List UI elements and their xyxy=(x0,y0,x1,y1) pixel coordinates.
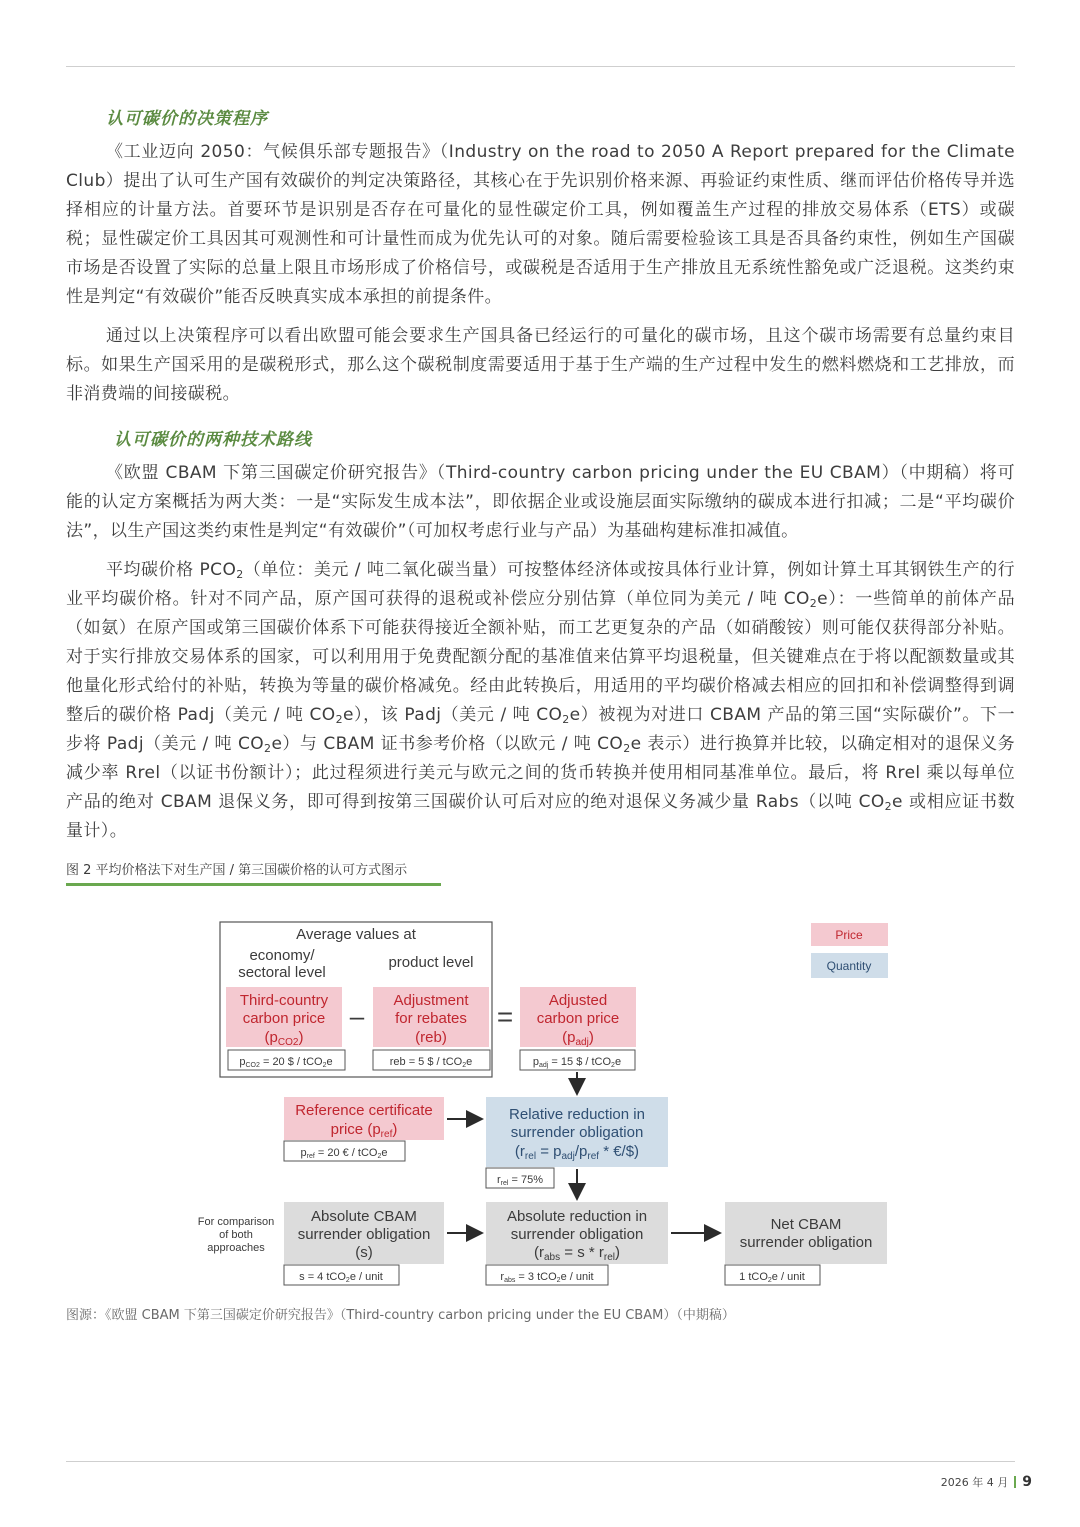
adjusted-price-line2: carbon price xyxy=(536,1010,620,1027)
reference-price-value: pref = 20 € / tCO2e xyxy=(300,1147,388,1160)
product-level-label: product level xyxy=(388,954,474,971)
third-country-price-line1: Third-country xyxy=(239,992,329,1009)
bottom-divider xyxy=(66,1461,1015,1462)
page-number: 9 xyxy=(1022,1474,1032,1490)
page-footer xyxy=(941,1474,1032,1490)
figure-caption: 图 2 平均价格法下对生产国 / 第三国碳价格的认可方式图示 xyxy=(66,859,441,886)
reference-price-line2: price $(p_{ref})$ xyxy=(330,1121,398,1140)
rebate-adjustment-line1: Adjustment xyxy=(393,992,469,1009)
third-country-price-value: pCO2 = 20 $ / tCO2e xyxy=(239,1056,333,1069)
absolute-cbam-value: s = 4 tCO2e / unit xyxy=(299,1271,383,1284)
absolute-reduction-line2: surrender obligation xyxy=(510,1226,644,1243)
footer-separator xyxy=(1014,1476,1016,1488)
figure-source: 图源：《欧盟 CBAM 下第三国碳定价研究报告》（Third-country carbon pricing under the EU CBAM）（中期稿） xyxy=(66,1308,735,1323)
paragraph-average-carbon-price: 平均碳价格 $PCO_2$（单位：美元 / 吨二氧化碳当量）可按整体经济体或按具体行业计算，例如计算土耳其钢铁生产的行业平均碳价格。针对不同产品，原产国可获得的退税或补偿应分别估算（单位同为美元 / 吨 $CO_2e$）：一些简单的前体产品（如氨）在原产国或第三国碳价体系下可能获得接近全额补贴，而工艺更复杂的产品（如硝酸铵）则可能仅获得部分补贴。对于实行排放交易体系的国家，可以利用用于免费配额分配的基准值来估算平均退税量，但关键难点在于将以配额数量或其他量化形式给付的补贴，转换为等量的碳价格减免。经由此转换后，用适用的平均碳价格减去相应的回扣和补偿调整得到调整后的碳价格 Padj（美元 / 吨 $CO_2e$），该 Padj（美元 / 吨 $CO_2e$）被视为对进口 CBAM 产品的第三国“实际碳价”。下一步将 Padj（美元 / 吨 $CO_2e$）与 CBAM 证书参考价格（以欧元 / 吨 $CO_2e$ 表示）进行换算并比较，以确定相对的退保义务减少率 Rrel（以证书份额计）；此过程须进行美元与欧元之间的货币转换并使用相同基准单位。最后，将 Rrel 乘以每单位产品的绝对 CBAM 退保义务，即可得到按第三国碳价认可后对应的绝对退保义务减少量 Rabs（以吨 $CO_2e$ 或相应证书数量计）。 xyxy=(66,560,1016,841)
rebate-value: reb = 5 $ / tCO2e xyxy=(389,1056,473,1069)
net-cbam-obligation-box xyxy=(725,1202,887,1264)
relative-reduction-line2: surrender obligation xyxy=(510,1124,644,1141)
rebate-adjustment-line2: for rebates xyxy=(395,1010,467,1027)
top-divider xyxy=(66,66,1015,67)
adjusted-price-value: padj = 15 $ / tCO2e xyxy=(532,1056,622,1069)
section-heading-decision-procedure: 认可碳价的决策程序 xyxy=(106,109,268,129)
net-cbam-line2: surrender obligation xyxy=(739,1234,873,1251)
net-cbam-value: 1 tCO2e / unit xyxy=(739,1271,805,1284)
relative-reduction-value: rrel = 75% xyxy=(496,1174,544,1187)
paragraph-two-approaches: 《欧盟 CBAM 下第三国碳定价研究报告》（Third-country carbon pricing under the EU CBAM）（中期稿）将可能的认定方案概括为两大类：一是“实际发生成本法”，即依据企业或设施层面实际缴纳的碳成本进行扣减；二是“平均碳价法”，以生产国这类约束性是判定“有效碳价”（可加权考虑行业与产品）为基础构建标准扣减值。 xyxy=(66,463,1015,541)
comparison-note-line2: of both xyxy=(219,1229,253,1241)
absolute-cbam-line1: Absolute CBAM xyxy=(311,1208,417,1225)
absolute-reduction-line1: Absolute reduction in xyxy=(506,1208,648,1225)
comparison-note-line3: approaches xyxy=(207,1242,265,1254)
relative-reduction-formula: ($r_{rel} = p_{adj}/p_{ref}$ * €/$) xyxy=(514,1143,640,1162)
relative-reduction-line1: Relative reduction in xyxy=(509,1106,645,1123)
rebate-adjustment-line3: (reb) xyxy=(415,1029,447,1046)
footer-date: 2026 年 4 月 xyxy=(940,1476,1009,1489)
third-country-price-symbol: $(p_{CO2})$ xyxy=(264,1029,304,1048)
paragraph-eu-requirements: 通过以上决策程序可以看出欧盟可能会要求生产国具备已经运行的可量化的碳市场，且这个碳市场需要有总量约束目标。如果生产国采用的是碳税形式，那么这个碳税制度需要适用于基于生产端的生产过程中发生的燃料燃烧和工艺排放，而非消费端的间接碳税。 xyxy=(66,326,1015,404)
net-cbam-line1: Net CBAM xyxy=(770,1216,842,1233)
absolute-cbam-line2: surrender obligation xyxy=(297,1226,431,1243)
minus-sign: – xyxy=(349,1001,365,1031)
paragraph-decision-path: 《工业迈向 2050：气候俱乐部专题报告》（Industry on the road to 2050 A Report prepared for the Climate Club）提出了认可生产国有效碳价的判定决策路径，其核心在于先识别价格来源、再验证约束性质、继而评估价格传导并选择相应的计量方法。首要环节是识别是否存在可量化的显性碳定价工具，例如覆盖生产过程的排放交易体系（ETS）或碳税；显性碳定价工具因其可观测性和可计量性而成为优先认可的对象。随后需要检验该工具是否具备约束性，例如生产国碳市场是否设置了实际的总量上限且市场形成了价格信号，或碳税是否适用于生产排放且无系统性豁免或广泛退税。这类约束性是判定“有效碳价”能否反映真实成本承担的前提条件。 xyxy=(66,142,1015,307)
legend-price-label: Price xyxy=(835,928,863,942)
absolute-cbam-line3: (s) xyxy=(355,1244,373,1261)
average-values-header: Average values at xyxy=(296,926,416,943)
absolute-reduction-formula: $(r_{abs} = s * r_{rel})$ xyxy=(533,1244,621,1263)
absolute-reduction-value: rabs = 3 tCO2e / unit xyxy=(500,1271,594,1284)
third-country-price-line2: carbon price xyxy=(242,1010,326,1027)
comparison-note-line1: For comparison xyxy=(197,1216,275,1228)
economy-level-label-1: economy/ xyxy=(249,947,315,964)
equals-sign: = xyxy=(496,1001,514,1032)
reference-price-line1: Reference certificate xyxy=(295,1102,433,1119)
adjusted-price-symbol: $(p_{adj})$ xyxy=(562,1029,594,1048)
section-heading-technical-routes: 认可碳价的两种技术路线 xyxy=(114,430,312,450)
economy-level-label-2: sectoral level xyxy=(238,964,326,981)
legend-quantity-label: Quantity xyxy=(826,959,872,973)
adjusted-price-line1: Adjusted xyxy=(548,992,608,1009)
